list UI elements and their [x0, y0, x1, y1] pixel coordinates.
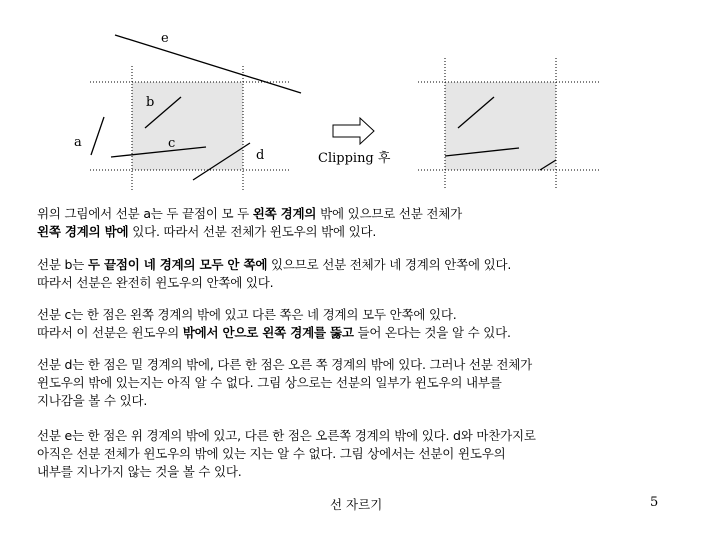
clip-window-after [445, 82, 556, 170]
page-number: 5 [650, 495, 659, 510]
text-run: 지나감을 볼 수 있다. [37, 393, 148, 408]
emphasized-text: 두 끝점이 네 경계의 모두 안 쪽에 [87, 257, 268, 272]
paragraph-segment-a [37, 205, 462, 241]
paragraph-line [37, 445, 536, 463]
right-arrow-icon [333, 118, 374, 144]
text-run: 아직은 선분 전체가 윈도우의 밖에 있는 지는 알 수 없다. 그림 상에서는 선분이 윈도우의 [37, 446, 506, 461]
paragraph-line [37, 392, 532, 410]
text-run: 선분 e는 한 점은 위 경계의 밖에 있고, 다른 한 점은 오른쪽 경계의 밖에 있다. d와 마찬가지로 [37, 428, 536, 443]
label-b: b [146, 95, 155, 110]
segment-a [91, 117, 104, 155]
clipping-figure [0, 0, 720, 200]
footer-title: 선 자르기 [330, 497, 383, 512]
paragraph-segment-e [37, 427, 536, 481]
emphasized-text: 밖에서 안으로 왼쪽 경계를 뚫고 [182, 325, 354, 340]
paragraph-segment-b [37, 256, 511, 292]
label-a: a [74, 135, 82, 150]
label-d: d [256, 148, 265, 163]
text-run: 밖에 있으므로 선분 전체가 [316, 206, 463, 221]
paragraph-line [37, 256, 511, 274]
text-run: 있다. 따라서 선분 전체가 윈도우의 밖에 있다. [128, 224, 377, 239]
emphasized-text: 왼쪽 경계의 밖에 [37, 224, 129, 239]
paragraph-line [37, 427, 536, 445]
label-e: e [161, 31, 169, 46]
label-c: c [168, 136, 176, 151]
text-run: 따라서 이 선분은 윈도우의 [37, 325, 183, 340]
paragraph-line [37, 274, 511, 292]
text-run: 선분 b는 [37, 257, 88, 272]
paragraph-segment-d [37, 356, 532, 410]
paragraph-segment-c [37, 306, 511, 342]
paragraph-line [37, 306, 511, 324]
emphasized-text: 왼쪽 경계의 [252, 206, 317, 221]
text-run: 선분 d는 한 점은 밑 경계의 밖에, 다른 한 점은 오른 쪽 경계의 밖에 있다. 그러나 선분 전체가 [37, 357, 533, 372]
text-run: 들어 온다는 것을 알 수 있다. [353, 325, 511, 340]
text-run: 따라서 선분은 완전히 윈도우의 안쪽에 있다. [37, 275, 274, 290]
clipping-caption: Clipping 후 [318, 151, 391, 166]
text-run: 내부를 지나가지 않는 것을 볼 수 있다. [37, 464, 242, 479]
paragraph-line [37, 205, 462, 223]
text-run: 있으므로 선분 전체가 네 경계의 안쪽에 있다. [267, 257, 512, 272]
paragraph-line [37, 356, 532, 374]
paragraph-line [37, 463, 536, 481]
text-run: 윈도우의 밖에 있는지는 아직 알 수 없다. 그림 상으로는 선분의 일부가 윈도우의 내부를 [37, 375, 502, 390]
text-run: 위의 그림에서 선분 a는 두 끝점이 모 두 [37, 206, 253, 221]
paragraph-line [37, 324, 511, 342]
paragraph-line [37, 374, 532, 392]
paragraph-line [37, 223, 462, 241]
text-run: 선분 c는 한 점은 왼쪽 경계의 밖에 있고 다른 쪽은 네 경계의 모두 안쪽에 있다. [37, 307, 457, 322]
